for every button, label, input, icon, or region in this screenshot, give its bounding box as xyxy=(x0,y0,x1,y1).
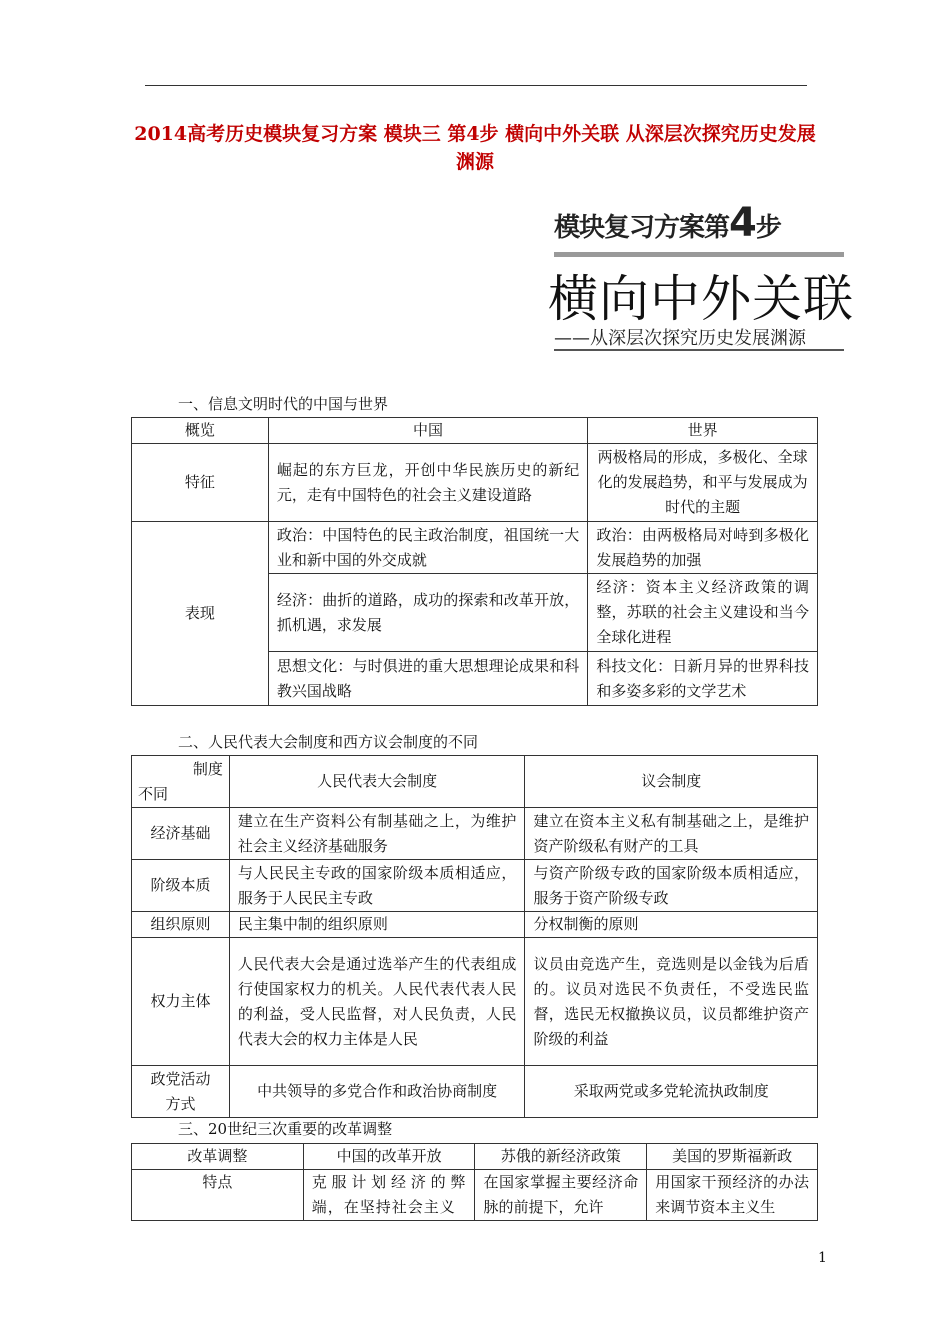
row-label: 组织原则 xyxy=(132,912,230,938)
perf-china-politics: 政治：中国特色的民主政治制度，祖国统一大业和新中国的外交成就 xyxy=(268,522,588,574)
row-label: 阶级本质 xyxy=(132,860,230,912)
header-world: 世界 xyxy=(588,418,818,444)
header-reform: 改革调整 xyxy=(132,1144,304,1170)
perf-china-culture: 思想文化：与时俱进的重大思想理论成果和科教兴国战略 xyxy=(268,652,588,706)
trait-new-deal: 用国家干预经济的办法来调节资本主义生 xyxy=(647,1170,818,1221)
banner-line3: ——从深层次探究历史发展渊源 xyxy=(554,328,806,349)
corner-cell: 制度 不同 xyxy=(132,756,230,808)
header-parliament: 议会制度 xyxy=(525,756,818,808)
congress-cell: 人民代表大会是通过选举产生的代表组成行使国家权力的机关。人民代表代表人民的利益，受人民监督，对人民负责，人民代表大会的权力主体是人民 xyxy=(229,938,525,1066)
row-label-performance: 表现 xyxy=(132,522,269,706)
page-title: 2014高考历史模块复习方案 模块三 第4步 横向中外关联 从深层次探究历史发展渊源 xyxy=(134,123,816,173)
header-peoples-congress: 人民代表大会制度 xyxy=(229,756,525,808)
parliament-cell: 与资产阶级专政的国家阶级本质相适应，服务于资产阶级专政 xyxy=(525,860,818,912)
table-congress-parliament xyxy=(131,755,818,1118)
section1-heading: 一、信息文明时代的中国与世界 xyxy=(178,395,389,413)
header-nep: 苏俄的新经济政策 xyxy=(475,1144,647,1170)
trait-nep: 在国家掌握主要经济命脉的前提下，允许 xyxy=(475,1170,647,1221)
parliament-cell: 建立在资本主义私有制基础之上，是维护资产阶级私有财产的工具 xyxy=(525,808,818,860)
banner-bar xyxy=(554,252,844,257)
perf-world-politics: 政治：由两极格局对峙到多极化发展趋势的加强 xyxy=(588,522,818,574)
perf-world-culture: 科技文化：日新月异的世界科技和多姿多彩的文学艺术 xyxy=(588,652,818,706)
section2-heading: 二、人民代表大会制度和西方议会制度的不同 xyxy=(178,733,479,751)
header-new-deal: 美国的罗斯福新政 xyxy=(647,1144,818,1170)
parliament-cell: 分权制衡的原则 xyxy=(525,912,818,938)
header-china-reform: 中国的改革开放 xyxy=(303,1144,475,1170)
trait-china: 克服计划经济的弊端，在坚持社会主义 xyxy=(303,1170,475,1221)
header-china: 中国 xyxy=(268,418,588,444)
feature-world: 两极格局的形成，多极化、全球化的发展趋势，和平与发展成为时代的主题 xyxy=(588,444,818,522)
perf-world-economy: 经济：资本主义经济政策的调整，苏联的社会主义建设和当今全球化进程 xyxy=(588,574,818,652)
congress-cell: 建立在生产资料公有制基础之上，为维护社会主义经济基础服务 xyxy=(229,808,525,860)
page-number: 1 xyxy=(818,1250,827,1266)
header-overview: 概览 xyxy=(132,418,269,444)
parliament-cell: 采取两党或多党轮流执政制度 xyxy=(525,1066,818,1118)
row-label: 政党活动方式 xyxy=(132,1066,230,1118)
module-banner xyxy=(548,200,854,355)
perf-china-economy: 经济：曲折的道路，成功的探索和改革开放，抓机遇，求发展 xyxy=(268,574,588,652)
row-label-traits: 特点 xyxy=(132,1170,304,1221)
row-label: 经济基础 xyxy=(132,808,230,860)
top-rule xyxy=(145,85,807,86)
congress-cell: 与人民民主专政的国家阶级本质相适应，服务于人民民主专政 xyxy=(229,860,525,912)
banner-underline xyxy=(554,349,844,351)
banner-line2: 横向中外关联 xyxy=(548,270,854,328)
congress-cell: 中共领导的多党合作和政治协商制度 xyxy=(229,1066,525,1118)
row-label-feature: 特征 xyxy=(132,444,269,522)
congress-cell: 民主集中制的组织原则 xyxy=(229,912,525,938)
parliament-cell: 议员由竞选产生，竞选则是以金钱为后盾的。议员对选民不负责任，不受选民监督，选民无权撤换议员，议员都维护资产阶级的利益 xyxy=(525,938,818,1066)
row-label: 权力主体 xyxy=(132,938,230,1066)
table-reforms xyxy=(131,1143,818,1221)
feature-china: 崛起的东方巨龙，开创中华民族历史的新纪元，走有中国特色的社会主义建设道路 xyxy=(268,444,588,522)
table-china-world xyxy=(131,417,818,706)
banner-line1: 模块复习方案第4步 xyxy=(554,200,781,246)
section3-heading: 三、20世纪三次重要的改革调整 xyxy=(178,1120,393,1138)
